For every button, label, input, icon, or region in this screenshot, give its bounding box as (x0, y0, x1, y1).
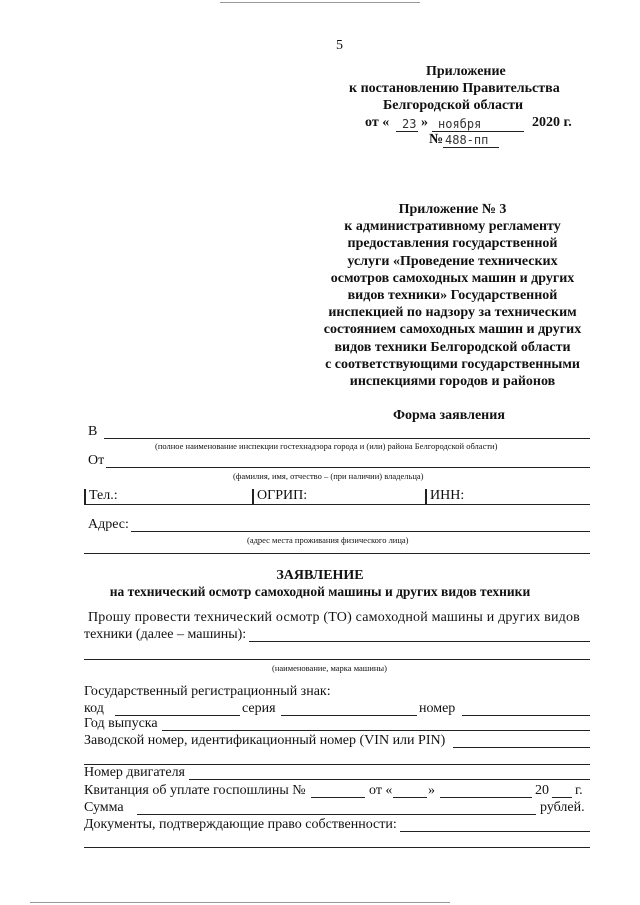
docs-field[interactable] (400, 831, 590, 832)
sum-label: Сумма (84, 800, 124, 815)
header-line2: к постановлению Правительства (349, 81, 560, 96)
address-caption: (адрес места проживания физического лица) (247, 535, 409, 545)
receipt-year: 20 (535, 783, 549, 798)
receipt-day-field[interactable] (393, 797, 427, 798)
receipt-month-field[interactable] (440, 797, 532, 798)
to-caption: (полное наименование инспекции гостехнадзора города и (или) района Белгородской области) (155, 441, 498, 451)
date-year: 2020 г. (532, 115, 572, 130)
appendix-line: состоянием самоходных машин и других (323, 322, 582, 338)
vin-field[interactable] (453, 747, 590, 748)
receipt-from: от « (369, 783, 393, 798)
docs-label: Документы, подтверждающие право собственности: (84, 817, 397, 832)
receipt-number-field[interactable] (311, 797, 365, 798)
request-line2: техники (далее – машины): (84, 627, 247, 642)
number-field[interactable] (462, 715, 590, 716)
form-title: Форма заявления (393, 408, 505, 423)
scan-artifact-top (220, 2, 420, 3)
address-field-2[interactable] (84, 553, 590, 554)
appendix-line: видов техники Белгородской области (334, 339, 571, 355)
scan-artifact-bottom (30, 902, 450, 903)
engine-label: Номер двигателя (84, 765, 185, 780)
from-field[interactable] (106, 467, 590, 468)
number-value: 488-пп (445, 133, 489, 147)
appendix-line: инспекцией по надзору за техническим (328, 305, 577, 321)
from-caption: (фамилия, имя, отчество – (при наличии) владельца) (233, 471, 424, 481)
page-number: 5 (336, 38, 343, 53)
year-field[interactable] (162, 730, 590, 731)
receipt-quote: » (428, 783, 435, 798)
ogrip-label: ОГРИП: (257, 488, 308, 503)
to-label: В (88, 424, 98, 439)
appendix-line: Приложение № 3 (398, 202, 507, 217)
application-title: ЗАЯВЛЕНИЕ (276, 568, 364, 583)
appendix-line: с соответствующими государственными (325, 356, 580, 372)
request-line1: Прошу провести технический осмотр (ТО) самоходной машины и других видов (88, 610, 580, 625)
date-mid: » (421, 115, 428, 130)
reg-sign-label: Государственный регистрационный знак: (84, 684, 331, 699)
appendix-line: видов техники» Государственной (347, 287, 558, 303)
vin-label: Заводской номер, идентификационный номер (VIN или PIN) (84, 733, 446, 748)
date-month: ноября (438, 117, 482, 131)
appendix-line: инспекциями городов и районов (349, 373, 556, 389)
sum-field[interactable] (137, 814, 536, 815)
code-label: код (84, 701, 104, 716)
date-prefix: от « (365, 115, 390, 130)
receipt-g: г. (575, 783, 583, 798)
machine-field[interactable] (249, 641, 590, 642)
inn-label: ИНН: (430, 488, 465, 503)
machine-field-2[interactable] (84, 659, 590, 660)
header-line3: Белгородской области (383, 98, 524, 113)
engine-field[interactable] (189, 779, 590, 780)
appendix-block (310, 202, 595, 391)
date-day: 23 (402, 117, 417, 131)
series-label: серия (242, 701, 276, 716)
docs-field-2[interactable] (84, 847, 590, 848)
appendix-line: услуги «Проведение технических (347, 253, 558, 269)
receipt-year-field[interactable] (552, 797, 572, 798)
address-label: Адрес: (88, 517, 129, 532)
machine-caption: (наименование, марка машины) (272, 663, 387, 673)
number-label: номер (419, 701, 456, 716)
year-label: Год выпуска (84, 716, 158, 731)
sum-unit: рублей. (540, 800, 585, 815)
address-field[interactable] (131, 531, 590, 532)
tel-label: Тел.: (89, 488, 118, 503)
series-field[interactable] (281, 715, 417, 716)
appendix-line: осмотров самоходных машин и других (330, 270, 575, 286)
contact-row-line[interactable] (84, 504, 590, 505)
receipt-label: Квитанция об уплате госпошлины № (84, 783, 306, 798)
number-prefix: № (429, 132, 444, 147)
appendix-line: предоставления государственной (347, 236, 558, 252)
header-line1: Приложение (426, 64, 506, 79)
to-field[interactable] (104, 438, 590, 439)
appendix-line: к административному регламенту (344, 219, 561, 235)
from-label: От (88, 453, 105, 468)
application-subtitle: на технический осмотр самоходной машины и других видов техники (109, 584, 531, 599)
